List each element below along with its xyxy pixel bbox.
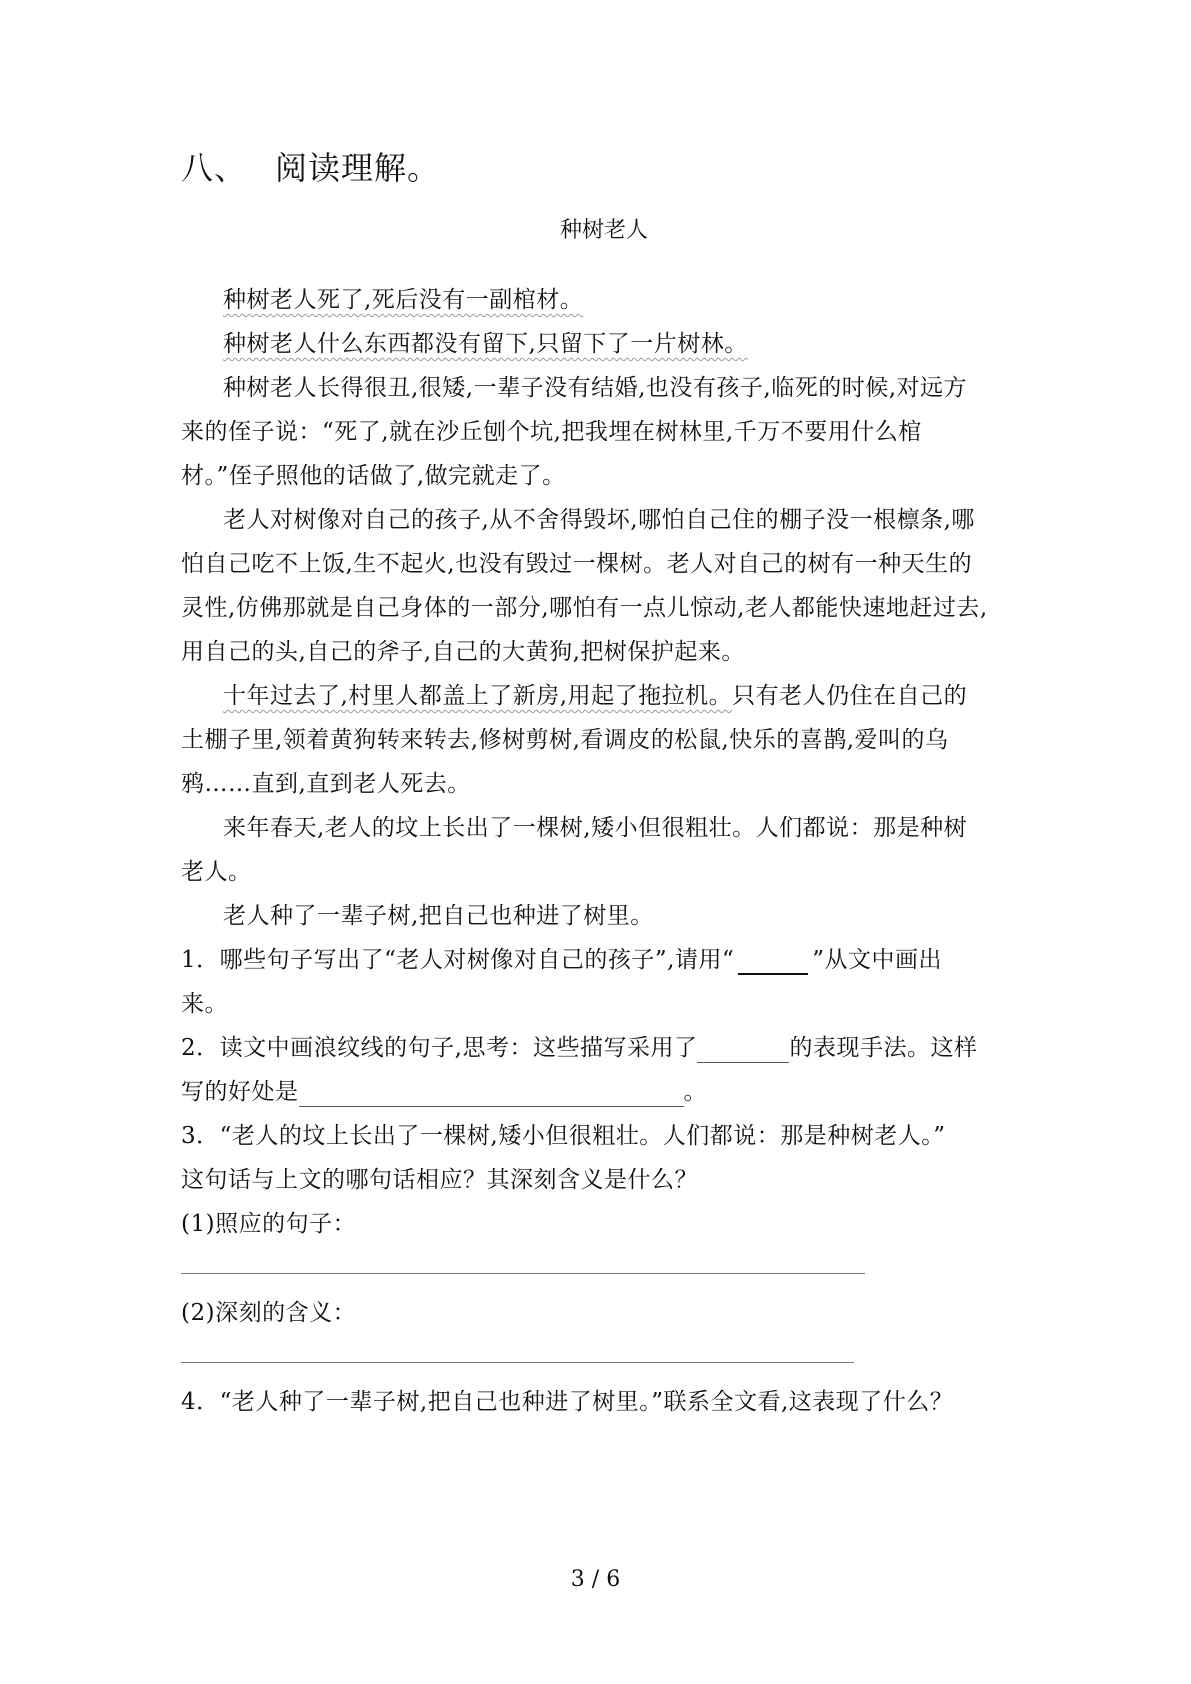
section-number: 八、: [181, 149, 248, 187]
passage-line: 鸦……直到,直到老人死去。: [181, 771, 471, 797]
question-2-cont: [181, 1077, 707, 1107]
passage-line: 材。”侄子照他的话做了,做完就走了。: [181, 463, 566, 489]
passage-line: 老人种了一辈子树,把自己也种进了树里。: [223, 903, 654, 929]
passage-line: [223, 329, 748, 359]
question-3-cont: 这句话与上文的哪句话相应？其深刻含义是什么？: [181, 1167, 698, 1193]
wavy-sentence: 种树老人死了,死后没有一副棺材。: [223, 287, 584, 313]
wavy-sentence: 十年过去了,村里人都盖上了新房,用起了拖拉机。: [223, 683, 733, 709]
question-3-sub-1: (1)照应的句子：: [181, 1211, 357, 1237]
passage-line: 用自己的头,自己的斧子,自己的大黄狗,把树保护起来。: [181, 639, 745, 665]
question-1-text: 1．哪些句子写出了“老人对树像对自己的孩子”,请用“: [181, 947, 735, 973]
question-3: 3．“老人的坟上长出了一棵树,矮小但很粗壮。人们都说：那是种树老人。”: [181, 1123, 946, 1149]
section-title: 阅读理解。: [275, 149, 441, 187]
question-1-cont: 来。: [181, 991, 228, 1017]
answer-line-2[interactable]: [181, 1362, 854, 1363]
passage-line: [223, 681, 967, 711]
underline-sample: [738, 951, 808, 975]
answer-blank-technique[interactable]: [697, 1038, 789, 1063]
question-1: [181, 945, 942, 975]
passage-line: 灵性,仿佛那就是自己身体的一部分,哪怕有一点儿惊动,老人都能快速地赶过去,: [181, 595, 988, 621]
wavy-sentence: 种树老人什么东西都没有留下,只留下了一片树林。: [223, 331, 748, 357]
answer-line-1[interactable]: [181, 1273, 865, 1274]
passage-line: 来的侄子说：“死了,就在沙丘刨个坑,把我埋在树林里,千万不要用什么棺: [181, 419, 922, 445]
question-2-text-end: 的表现手法。这样: [789, 1035, 978, 1061]
passage-text: 只有老人仍住在自己的: [732, 683, 968, 709]
question-2: [181, 1033, 977, 1063]
section-heading: [181, 148, 440, 188]
question-3-sub-2: (2)深刻的含义：: [181, 1300, 357, 1326]
answer-blank-benefit[interactable]: [299, 1082, 684, 1107]
page-number: 3 / 6: [570, 1567, 621, 1592]
passage-line: 老人。: [181, 859, 252, 885]
question-1-text-end: ”从文中画出: [812, 947, 942, 973]
passage-line: 来年春天,老人的坟上长出了一棵树,矮小但很粗壮。人们都说：那是种树: [223, 815, 968, 841]
question-2-text: 2．读文中画浪纹线的句子,思考：这些描写采用了: [181, 1035, 698, 1061]
question-2-period: 。: [683, 1079, 707, 1105]
passage-line: 老人对树像对自己的孩子,从不舍得毁坏,哪怕自己住的棚子没一根檩条,哪: [223, 507, 975, 533]
question-2-benefit-label: 写的好处是: [181, 1079, 299, 1105]
passage-title: 种树老人: [560, 218, 649, 243]
passage-line: 种树老人长得很丑,很矮,一辈子没有结婚,也没有孩子,临死的时候,对远方: [223, 375, 968, 401]
passage-line: [223, 285, 583, 315]
passage-line: 怕自己吃不上饭,生不起火,也没有毁过一棵树。老人对自己的树有一种天生的: [181, 551, 973, 577]
passage-line: 土棚子里,领着黄狗转来转去,修树剪树,看调皮的松鼠,快乐的喜鹊,爱叫的乌: [181, 727, 949, 753]
question-4: 4．“老人种了一辈子树,把自己也种进了树里。”联系全文看,这表现了什么？: [181, 1389, 954, 1415]
